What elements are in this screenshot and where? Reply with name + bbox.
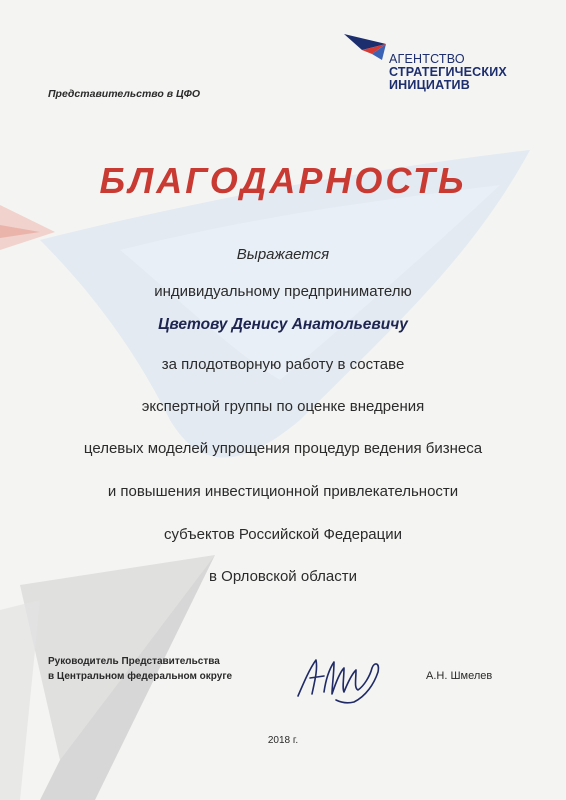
logo-mark-icon <box>342 30 390 70</box>
signatory-role <box>48 654 232 684</box>
signatory-role-line1: Руководитель Представительства <box>48 656 220 667</box>
agency-logo <box>342 30 532 110</box>
logo-text-line2: СТРАТЕГИЧЕСКИХ <box>389 65 507 79</box>
body-line: и повышения инвестиционной привлекательности <box>107 483 459 500</box>
representation-label: Представительство в ЦФО <box>48 88 200 100</box>
body-line: за плодотворную работу в составе <box>161 356 405 373</box>
certificate-title: БЛАГОДАРНОСТЬ <box>99 160 467 201</box>
body-line: субъектов Российской Федерации <box>163 526 402 543</box>
signatory-name: А.Н. Шмелев <box>426 670 493 682</box>
signatory-role-line2: в Центральном федеральном округе <box>48 671 233 682</box>
recipient-type: индивидуальному предпринимателю <box>154 283 412 300</box>
logo-text-line1: АГЕНТСТВО <box>389 52 465 66</box>
body-line: в Орловской области <box>209 568 357 585</box>
body-line: экспертной группы по оценке внедрения <box>141 398 425 415</box>
issue-year: 2018 г. <box>267 735 299 746</box>
handwritten-signature <box>290 648 400 708</box>
recipient-name: Цветову Денису Анатольевичу <box>158 316 408 333</box>
body-line: целевых моделей упрощения процедур ведения бизнеса <box>83 440 483 457</box>
logo-text-line3: ИНИЦИАТИВ <box>389 78 470 92</box>
expressed-text: Выражается <box>236 246 330 263</box>
